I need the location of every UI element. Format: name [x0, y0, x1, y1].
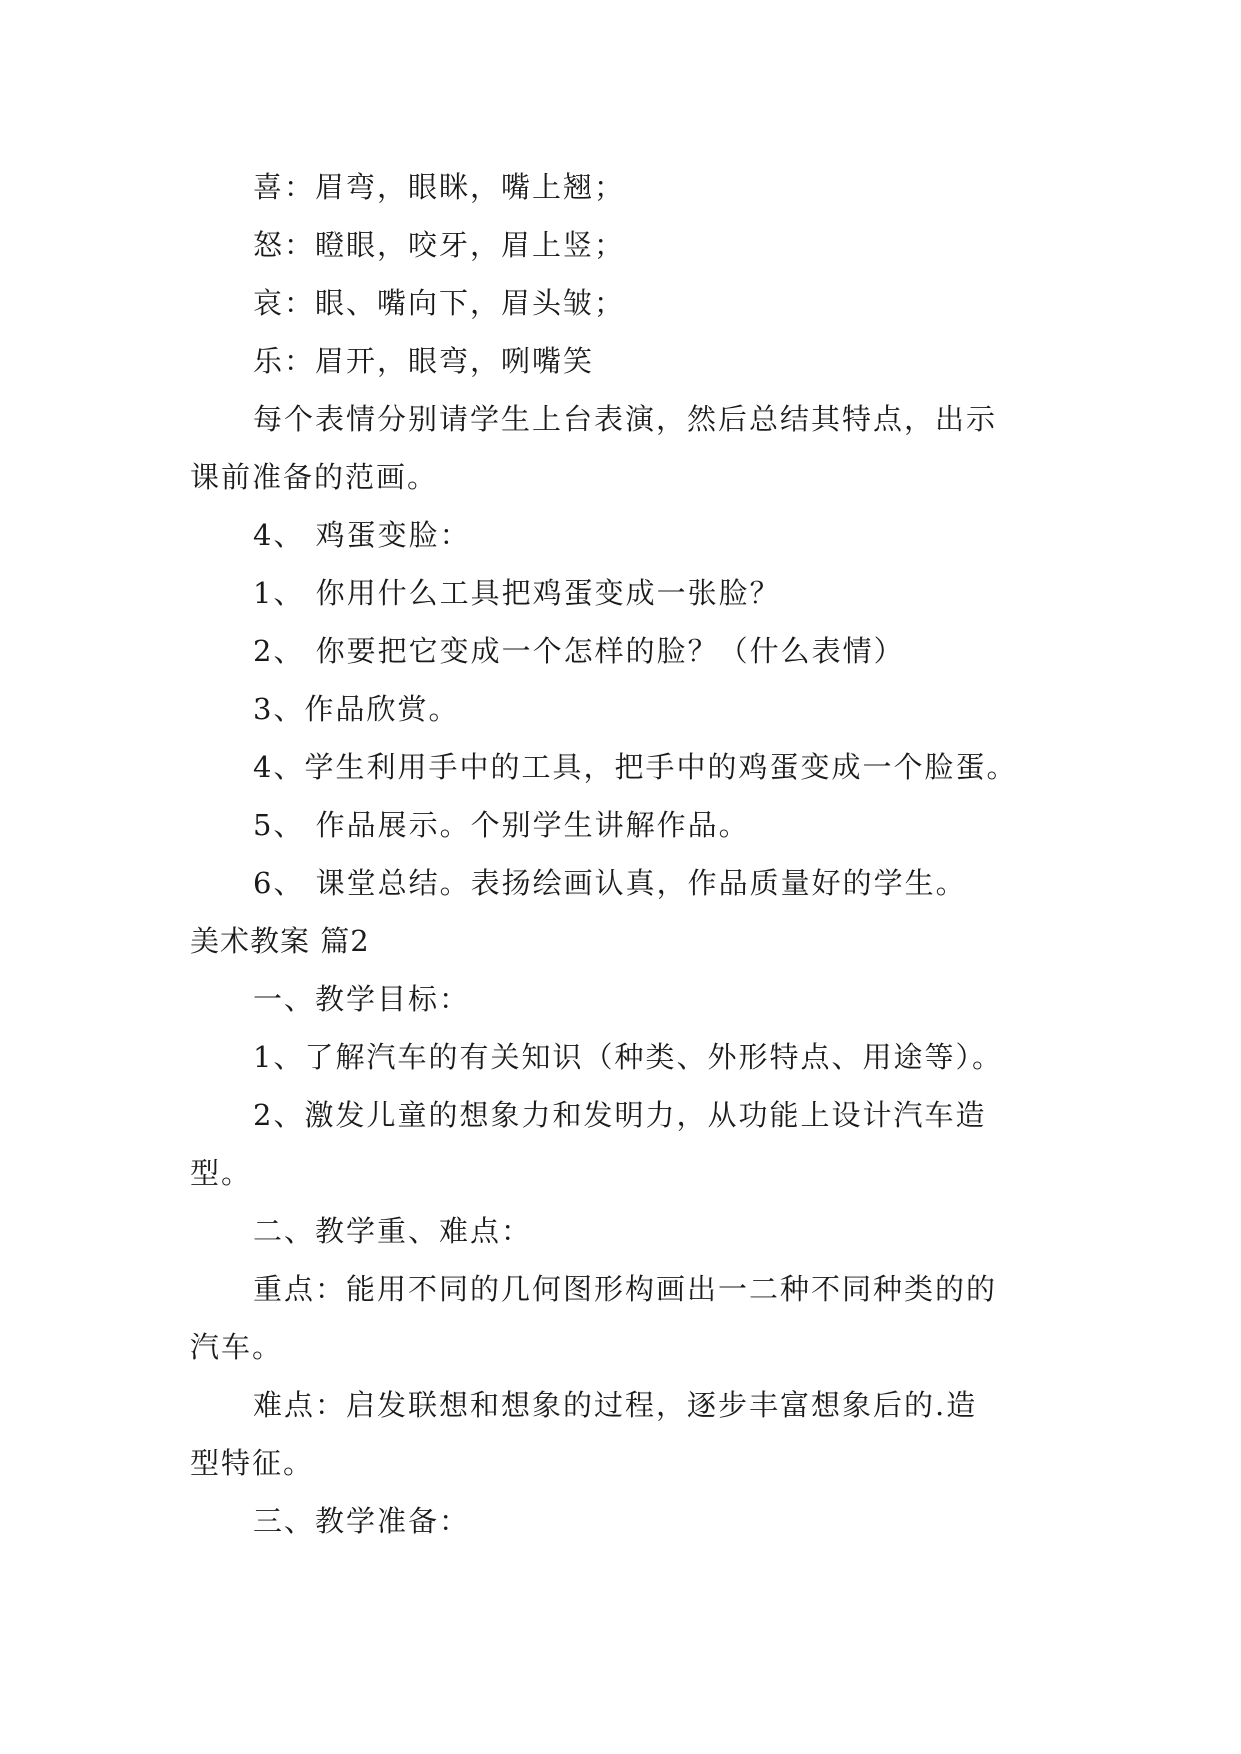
paragraph-line: 4、学生利用手中的工具，把手中的鸡蛋变成一个脸蛋。 [253, 750, 1018, 784]
paragraph-line: 4、 鸡蛋变脸： [253, 518, 471, 552]
paragraph-line: 5、 作品展示。个别学生讲解作品。 [253, 808, 750, 842]
paragraph-line: 2、 你要把它变成一个怎样的脸？（什么表情） [253, 634, 905, 668]
paragraph-line: 难点：启发联想和想象的过程，逐步丰富想象后的.造 [253, 1388, 978, 1422]
section-heading: 美术教案 篇2 [190, 924, 370, 958]
paragraph-line: 2、激发儿童的想象力和发明力，从功能上设计汽车造 [253, 1098, 987, 1132]
paragraph-line: 乐：眉开，眼弯，咧嘴笑 [253, 344, 595, 378]
paragraph-line: 型特征。 [190, 1446, 315, 1480]
paragraph-line: 3、作品欣赏。 [253, 692, 460, 726]
paragraph-line: 重点：能用不同的几何图形构画出一二种不同种类的的 [253, 1272, 998, 1306]
paragraph-line: 每个表情分别请学生上台表演，然后总结其特点，出示 [253, 402, 998, 436]
paragraph-line: 6、 课堂总结。表扬绘画认真，作品质量好的学生。 [253, 866, 967, 900]
paragraph-line: 汽车。 [190, 1330, 284, 1364]
paragraph-line: 三、教学准备： [253, 1504, 471, 1538]
paragraph-line: 1、 你用什么工具把鸡蛋变成一张脸？ [253, 576, 781, 610]
paragraph-line: 哀：眼、嘴向下，眉头皱； [253, 286, 626, 320]
paragraph-line: 一、教学目标： [253, 982, 471, 1016]
paragraph-line: 喜：眉弯，眼眯，嘴上翘； [253, 170, 626, 204]
paragraph-line: 1、了解汽车的有关知识（种类、外形特点、用途等）。 [253, 1040, 1003, 1074]
paragraph-line: 型。 [190, 1156, 253, 1190]
paragraph-line: 二、教学重、难点： [253, 1214, 533, 1248]
paragraph-line: 课前准备的范画。 [190, 460, 439, 494]
paragraph-line: 怒：瞪眼，咬牙，眉上竖； [253, 228, 626, 262]
